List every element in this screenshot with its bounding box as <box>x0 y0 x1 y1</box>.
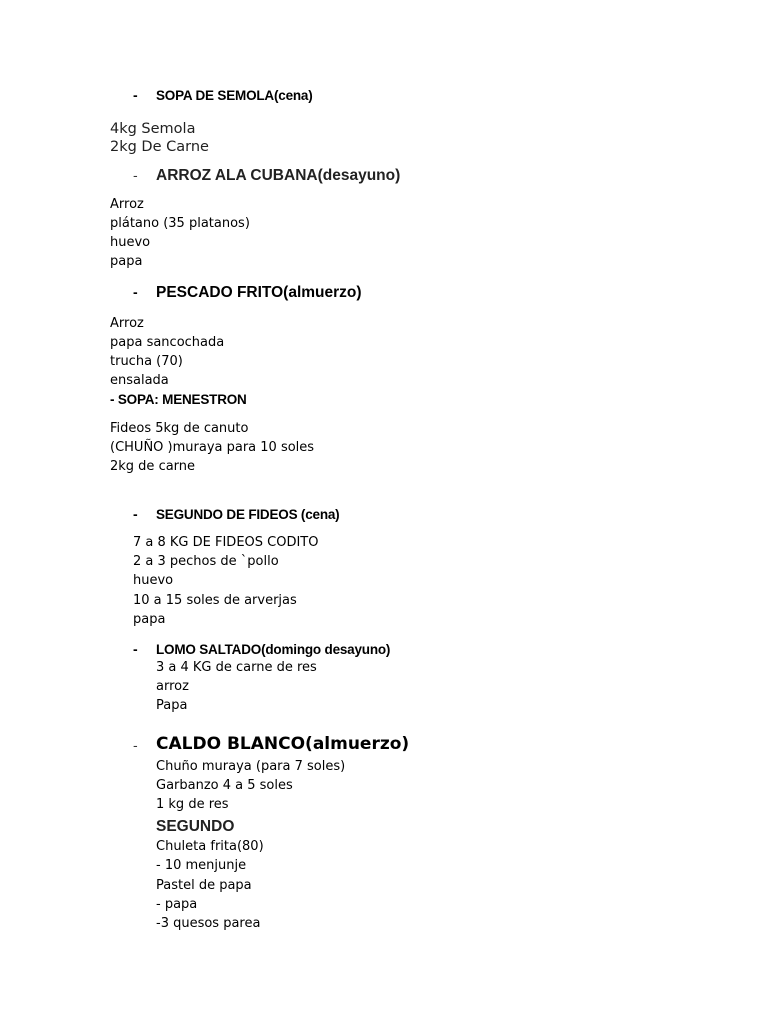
item-huevo: huevo <box>110 235 151 250</box>
item-papa: papa <box>133 612 166 627</box>
section-bullet: - <box>133 87 138 103</box>
item-trucha: trucha (70) <box>110 354 183 369</box>
section-title-arroz-cubana: ARROZ ALA CUBANA(desayuno) <box>156 167 401 184</box>
item-papa: Papa <box>156 698 188 713</box>
item-platano: plátano (35 platanos) <box>110 216 250 231</box>
item-papa-sancochada: papa sancochada <box>110 335 225 350</box>
section-title-menestron: - SOPA: MENESTRON <box>110 392 247 407</box>
item-pollo: 2 a 3 pechos de `pollo <box>133 554 279 569</box>
item-arroz: arroz <box>156 679 189 694</box>
item-menjunje: - 10 menjunje <box>156 858 247 873</box>
item-arroz: Arroz <box>110 197 144 212</box>
section-bullet: - <box>133 739 138 754</box>
item-fideos-codito: 7 a 8 KG DE FIDEOS CODITO <box>133 535 319 550</box>
section-title-segundo-fideos: SEGUNDO DE FIDEOS (cena) <box>156 507 340 522</box>
item-semola: 4kg Semola <box>110 121 196 137</box>
section-title-lomo-saltado: LOMO SALTADO(domingo desayuno) <box>156 642 391 657</box>
item-chuno-muraya: Chuño muraya (para 7 soles) <box>156 759 346 774</box>
item-chuno: (CHUÑO )muraya para 10 soles <box>110 440 315 455</box>
item-papa: papa <box>110 254 143 269</box>
section-bullet: - <box>133 284 138 300</box>
item-carne: 2kg de carne <box>110 459 196 474</box>
item-quesos: -3 quesos parea <box>156 916 261 931</box>
item-garbanzo: Garbanzo 4 a 5 soles <box>156 778 293 793</box>
item-carne-res: 3 a 4 KG de carne de res <box>156 660 317 675</box>
item-pastel-papa: Pastel de papa <box>156 878 252 893</box>
item-huevo: huevo <box>133 573 174 588</box>
item-arroz: Arroz <box>110 316 144 331</box>
item-res: 1 kg de res <box>156 797 229 812</box>
item-ensalada: ensalada <box>110 373 169 388</box>
section-bullet: - <box>133 169 138 184</box>
section-bullet: - <box>133 506 138 522</box>
section-bullet: - <box>133 641 138 657</box>
item-papa: - papa <box>156 897 198 912</box>
subheading-segundo: SEGUNDO <box>156 818 235 835</box>
section-title-caldo-blanco: CALDO BLANCO(almuerzo) <box>156 734 410 754</box>
item-carne: 2kg De Carne <box>110 139 209 155</box>
item-arverjas: 10 a 15 soles de arverjas <box>133 593 297 608</box>
item-fideos: Fideos 5kg de canuto <box>110 421 249 436</box>
item-chuleta: Chuleta frita(80) <box>156 839 264 854</box>
section-title-sopa-semola: SOPA DE SEMOLA(cena) <box>156 88 313 103</box>
section-title-pescado-frito: PESCADO FRITO(almuerzo) <box>156 284 362 301</box>
